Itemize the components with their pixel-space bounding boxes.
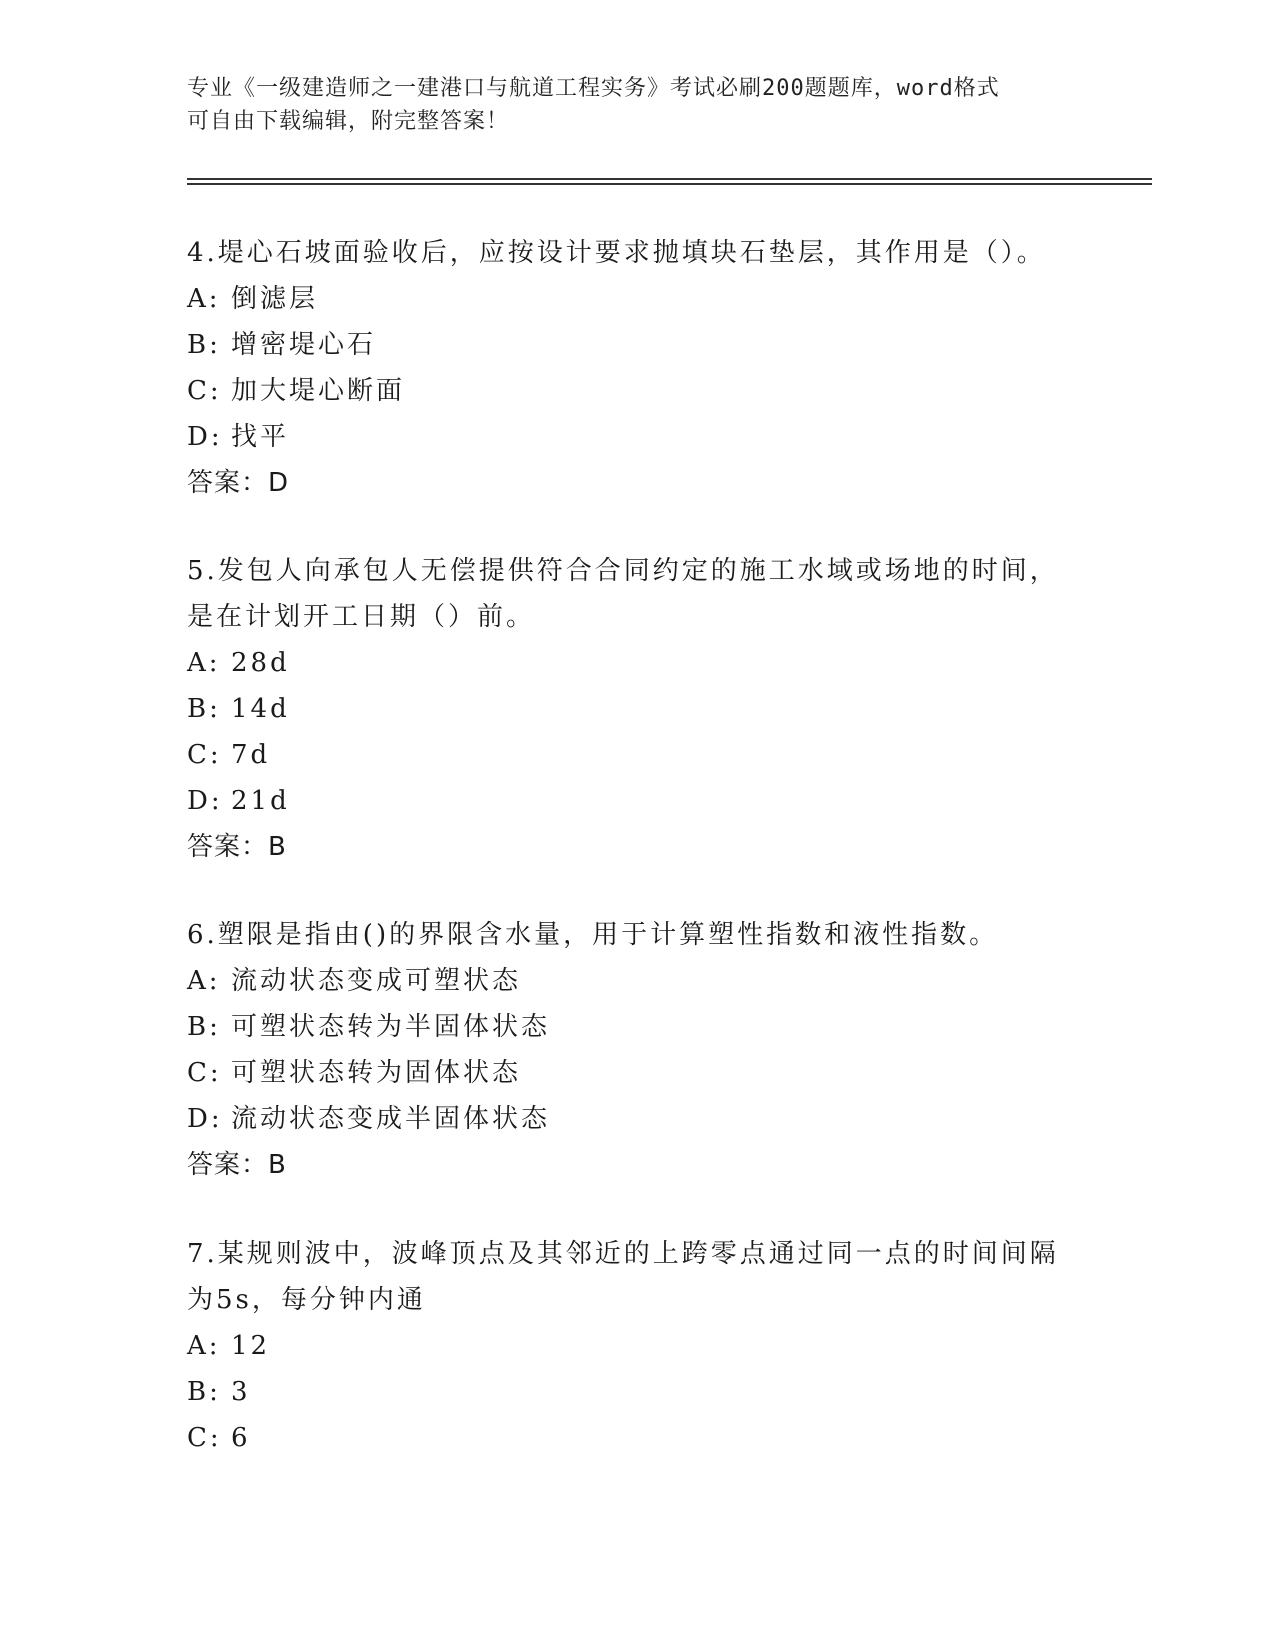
option-text: 加大堤心断面 (231, 376, 406, 406)
document-header (187, 72, 1067, 138)
question-stem-line: 4.堤心石坡面验收后，应按设计要求抛填块石垫层，其作用是（）。 (187, 238, 1046, 268)
option-d (187, 414, 1087, 460)
option-text: 可塑状态转为固体状态 (231, 1058, 522, 1088)
option-d (187, 778, 1087, 824)
question-stem (187, 548, 1087, 640)
question-stem-line: 6.塑限是指由()的界限含水量，用于计算塑性指数和液性指数。 (187, 920, 999, 950)
option-text: 6 (231, 1423, 251, 1453)
question-6 (187, 912, 1087, 1188)
option-key: C: (187, 1058, 222, 1088)
option-key: A: (187, 284, 221, 314)
question-stem-line: 5.发包人向承包人无偿提供符合合同约定的施工水域或场地的时间， (187, 556, 1059, 586)
question-stem (187, 912, 1087, 958)
option-text: 找平 (231, 422, 290, 452)
option-text: 倒滤层 (231, 284, 319, 314)
option-key: C: (187, 740, 222, 770)
option-text: 12 (231, 1331, 271, 1361)
option-d (187, 1096, 1087, 1142)
option-key: D: (187, 422, 223, 452)
header-line-1: 专业《一级建造师之一建港口与航道工程实务》考试必刷200题题库，word格式 (187, 76, 1000, 101)
answer-line: 答案：B (187, 832, 287, 862)
option-b (187, 1004, 1087, 1050)
option-key: C: (187, 1423, 222, 1453)
option-text: 流动状态变成可塑状态 (231, 966, 522, 996)
answer-line: 答案：D (187, 468, 290, 498)
option-a (187, 640, 1087, 686)
option-key: B: (187, 694, 221, 724)
option-c (187, 368, 1087, 414)
option-a (187, 1323, 1087, 1369)
option-key: B: (187, 330, 221, 360)
option-text: 增密堤心石 (231, 330, 377, 360)
option-b (187, 686, 1087, 732)
option-key: D: (187, 1104, 223, 1134)
option-key: A: (187, 648, 221, 678)
option-text: 流动状态变成半固体状态 (231, 1104, 551, 1134)
question-stem-line: 是在计划开工日期（）前。 (187, 602, 536, 632)
question-7 (187, 1231, 1087, 1461)
option-text: 3 (231, 1377, 251, 1407)
question-4 (187, 230, 1087, 506)
option-text: 21d (231, 786, 290, 816)
option-b (187, 1369, 1087, 1415)
answer-line: 答案：B (187, 1150, 287, 1180)
option-b (187, 322, 1087, 368)
option-c (187, 732, 1087, 778)
option-key: B: (187, 1377, 221, 1407)
option-a (187, 276, 1087, 322)
header-line-2: 可自由下载编辑，附完整答案！ (187, 109, 510, 134)
option-key: A: (187, 966, 221, 996)
option-key: C: (187, 376, 222, 406)
header-divider-top (187, 178, 1152, 180)
option-text: 可塑状态转为半固体状态 (231, 1012, 551, 1042)
option-c (187, 1415, 1087, 1461)
question-stem (187, 1231, 1087, 1323)
option-text: 7d (231, 740, 271, 770)
question-5 (187, 548, 1087, 870)
option-text: 28d (231, 648, 290, 678)
question-stem-line: 7.某规则波中，波峰顶点及其邻近的上跨零点通过同一点的时间间隔 (187, 1239, 1059, 1269)
option-key: D: (187, 786, 223, 816)
option-text: 14d (231, 694, 290, 724)
header-divider-bottom (187, 183, 1152, 185)
option-a (187, 958, 1087, 1004)
option-c (187, 1050, 1087, 1096)
question-stem-line: 为5s，每分钟内通 (187, 1285, 426, 1315)
option-key: B: (187, 1012, 221, 1042)
option-key: A: (187, 1331, 221, 1361)
question-stem (187, 230, 1087, 276)
